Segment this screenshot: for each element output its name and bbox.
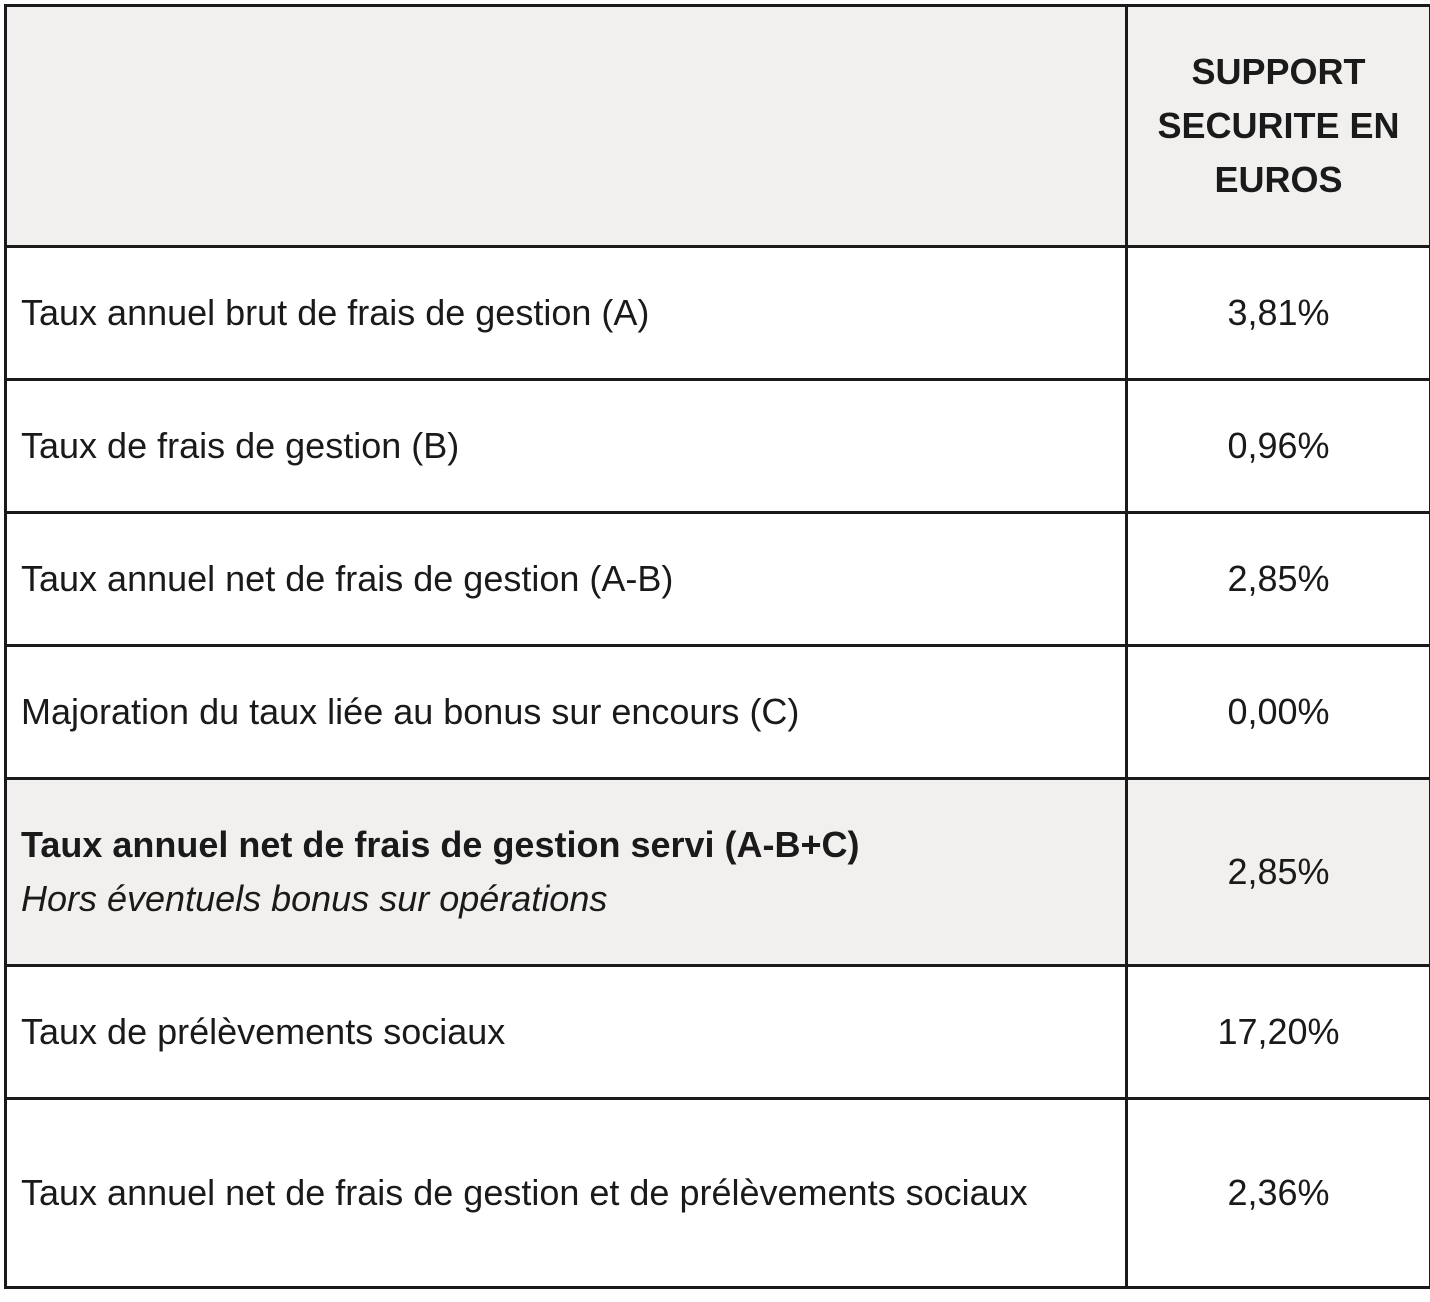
rates-table	[4, 4, 1430, 1289]
row-value: 0,96%	[1127, 380, 1430, 513]
table-row-highlighted	[6, 779, 1430, 966]
column-header-line: SECURITE EN	[1157, 105, 1400, 146]
row-label: Taux annuel net de frais de gestion (A-B)	[6, 513, 1127, 646]
table-row	[6, 646, 1430, 779]
column-header-line: SUPPORT	[1191, 51, 1366, 92]
row-value: 2,85%	[1127, 513, 1430, 646]
row-label: Taux de frais de gestion (B)	[6, 380, 1127, 513]
row-value: 0,00%	[1127, 646, 1430, 779]
table-header-row	[6, 6, 1430, 247]
row-value: 3,81%	[1127, 247, 1430, 380]
row-value: 17,20%	[1127, 966, 1430, 1099]
row-label-bold: Taux annuel net de frais de gestion servi (A-B+C)	[21, 824, 860, 865]
row-value: 2,85%	[1127, 779, 1430, 966]
table-row	[6, 380, 1430, 513]
table-row	[6, 1099, 1430, 1288]
column-header-line: EUROS	[1214, 159, 1343, 200]
column-header-support-securite	[1127, 6, 1430, 247]
row-label: Taux annuel brut de frais de gestion (A)	[6, 247, 1127, 380]
table-row	[6, 513, 1430, 646]
row-sublabel-italic: Hors éventuels bonus sur opérations	[21, 878, 608, 919]
row-label-cell	[6, 779, 1127, 966]
table-row	[6, 966, 1430, 1099]
header-corner-cell	[6, 6, 1127, 247]
table-row	[6, 247, 1430, 380]
row-value: 2,36%	[1127, 1099, 1430, 1288]
row-label: Taux de prélèvements sociaux	[6, 966, 1127, 1099]
row-label: Taux annuel net de frais de gestion et de prélèvements sociaux	[6, 1099, 1127, 1288]
row-label: Majoration du taux liée au bonus sur encours (C)	[6, 646, 1127, 779]
